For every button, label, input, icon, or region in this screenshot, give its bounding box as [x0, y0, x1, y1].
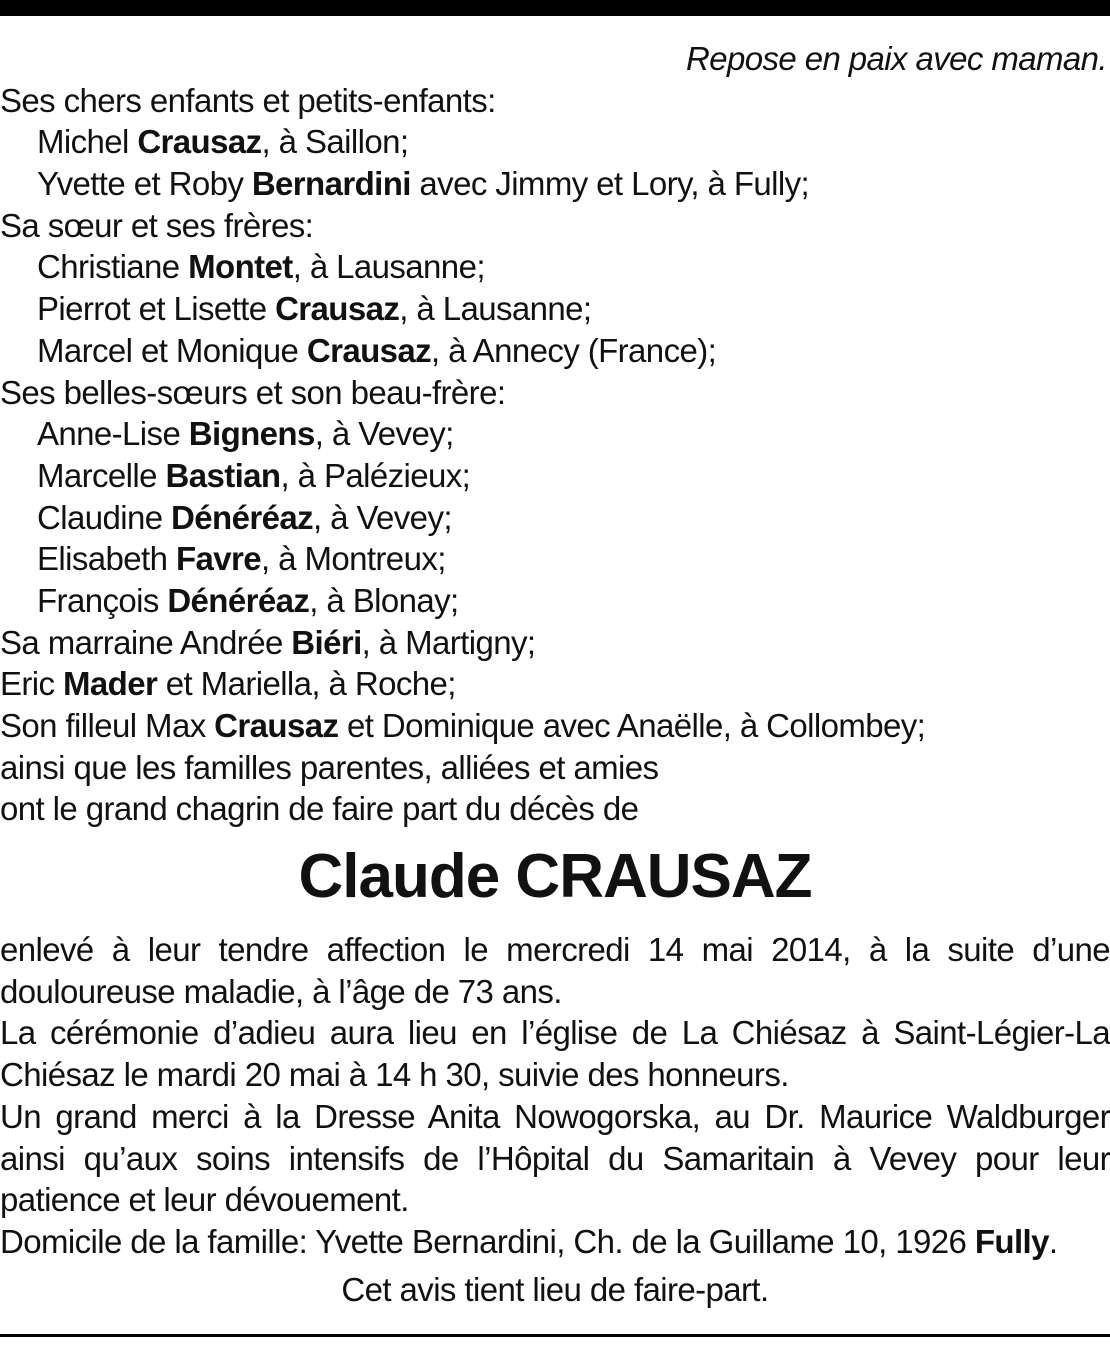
godson-line: Son filleul Max Crausaz et Dominique avec Anaëlle, à Collombey; [0, 707, 926, 744]
family-line: Christiane Montet, à Lausanne; [37, 248, 485, 286]
family-line: Michel Crausaz, à Saillon; [37, 123, 409, 161]
bottom-rule [0, 1334, 1110, 1337]
ceremony-text-line: Chiésaz le mardi 20 mai à 14 h 30, suivie des honneurs. [0, 1056, 789, 1094]
obituary-notice [0, 38, 1110, 1310]
siblings-heading: Sa sœur et ses frères: [0, 206, 314, 244]
death-text-line: enlevé à leur tendre affection le mercredi 14 mai 2014, à la suite d’une [0, 931, 1110, 969]
godmother-line: Sa marraine Andrée Biéri, à Martigny; [0, 623, 536, 661]
top-rule [0, 0, 1110, 16]
inlaws-heading: Ses belles-sœurs et son beau-frère: [0, 373, 506, 411]
thanks-text-line: ainsi qu’aux soins intensifs de l’Hôpital du Samaritain à Vevey pour leur [0, 1139, 1110, 1177]
ceremony-text-line: La cérémonie d’adieu aura lieu en l’église de La Chiésaz à Saint-Légier-La [0, 1014, 1110, 1052]
closing-notice: Cet avis tient lieu de faire-part. [341, 1270, 769, 1308]
family-line: Claudine Dénéréaz, à Vevey; [37, 498, 452, 536]
domicile-line: Domicile de la famille: Yvette Bernardini, Ch. de la Guillame 10, 1926 Fully. [0, 1222, 1058, 1260]
family-line: François Dénéréaz, à Blonay; [37, 581, 459, 619]
closing-family-line: ont le grand chagrin de faire part du décès de [0, 790, 639, 828]
epigraph: Repose en paix avec maman. [686, 40, 1107, 77]
thanks-text-line: patience et leur dévouement. [0, 1181, 409, 1219]
family-line: Yvette et Roby Bernardini avec Jimmy et Lory, à Fully; [37, 165, 810, 203]
children-heading: Ses chers enfants et petits-enfants: [0, 81, 496, 119]
death-text-line: douloureuse maladie, à l’âge de 73 ans. [0, 972, 562, 1010]
thanks-text-line: Un grand merci à la Dresse Anita Nowogorska, au Dr. Maurice Waldburger [0, 1097, 1110, 1135]
family-line: Marcel et Monique Crausaz, à Annecy (France); [37, 331, 717, 369]
family-line: Eric Mader et Mariella, à Roche; [0, 665, 456, 703]
closing-family-line: ainsi que les familles parentes, alliées et amies [0, 748, 659, 786]
deceased-name: Claude CRAUSAZ [298, 842, 812, 912]
family-line: Pierrot et Lisette Crausaz, à Lausanne; [37, 290, 592, 328]
family-line: Marcelle Bastian, à Palézieux; [37, 456, 471, 494]
family-line: Anne-Lise Bignens, à Vevey; [37, 415, 454, 453]
family-line: Elisabeth Favre, à Montreux; [37, 540, 446, 578]
